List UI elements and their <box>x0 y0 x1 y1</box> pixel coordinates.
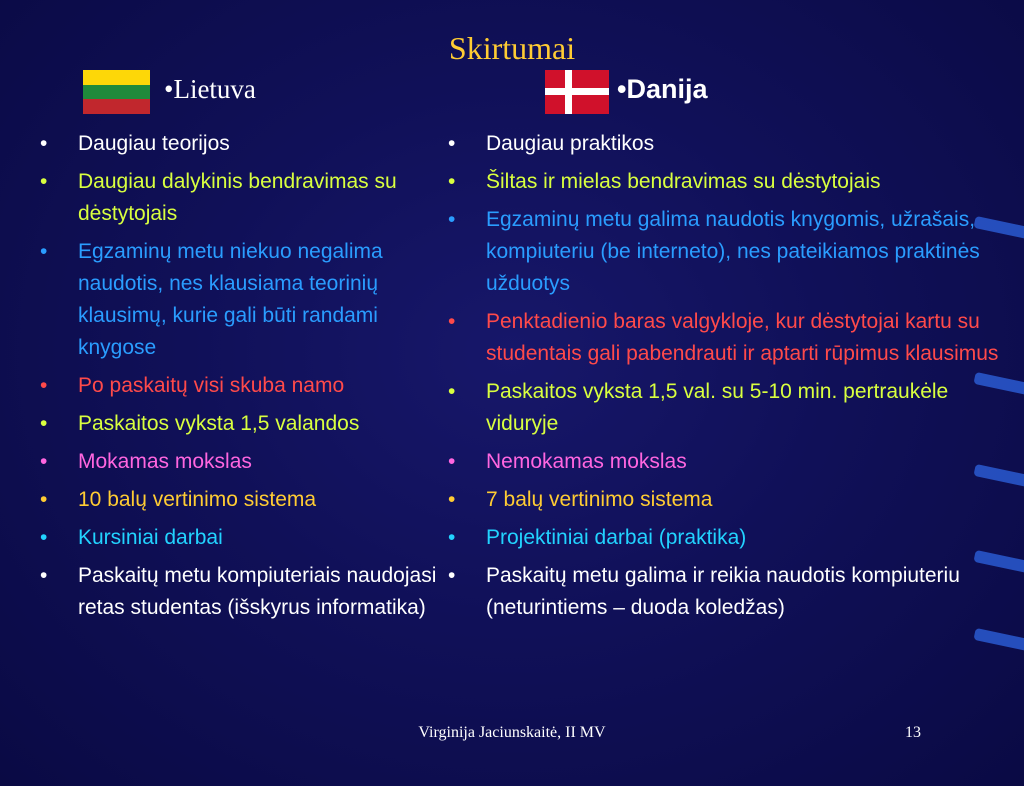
list-item <box>448 560 1008 624</box>
flag-cross-horizontal <box>545 88 609 95</box>
bullet-icon: • <box>448 208 456 231</box>
decor-stripe <box>973 628 1024 652</box>
list-item <box>40 128 440 160</box>
list-item <box>40 446 440 478</box>
list-item <box>448 204 1008 300</box>
bullet-icon: • <box>448 450 456 473</box>
list-item <box>448 376 1008 440</box>
list-item-text: Mokamas mokslas <box>78 450 252 473</box>
list-item <box>40 408 440 440</box>
list-item-text: Šiltas ir mielas bendravimas su dėstytojais <box>486 170 881 193</box>
bullet-icon: • <box>448 526 456 549</box>
list-item <box>40 370 440 402</box>
flag-stripe-green <box>83 85 150 100</box>
list-item <box>40 484 440 516</box>
bullet-icon: • <box>40 526 48 549</box>
list-item <box>40 166 440 230</box>
bullet-icon: • <box>40 170 48 193</box>
list-item <box>40 560 440 624</box>
lithuania-flag-icon <box>83 70 150 114</box>
bullet-icon: • <box>448 380 456 403</box>
bullet-icon: • <box>40 450 48 473</box>
list-item-text: Paskaitos vyksta 1,5 val. su 5-10 min. pertraukėle viduryje <box>486 380 949 435</box>
bullet-icon: • <box>40 240 48 263</box>
bullet-icon: • <box>40 564 48 587</box>
list-item <box>448 484 1008 516</box>
danija-list <box>448 128 1008 630</box>
list-item <box>448 446 1008 478</box>
heading-danija: •Danija <box>617 74 708 104</box>
list-item <box>40 236 440 364</box>
list-item-text: Nemokamas mokslas <box>486 450 687 473</box>
bullet-icon: • <box>40 132 48 155</box>
heading-lietuva: •Lietuva <box>164 74 256 104</box>
bullet-icon: • <box>448 488 456 511</box>
list-item-text: Projektiniai darbai (praktika) <box>486 526 747 549</box>
list-item-text: 10 balų vertinimo sistema <box>78 488 317 511</box>
bullet-icon: • <box>448 132 456 155</box>
bullet-icon: • <box>448 170 456 193</box>
denmark-flag-icon <box>545 70 609 114</box>
list-item-text: Po paskaitų visi skuba namo <box>78 374 345 397</box>
lietuva-list <box>40 128 440 630</box>
footer-author: Virginija Jaciunskaitė, II MV <box>418 724 606 741</box>
list-item <box>448 522 1008 554</box>
list-item-text: Kursiniai darbai <box>78 526 223 549</box>
bullet-icon: • <box>40 412 48 435</box>
list-item-text: Paskaitos vyksta 1,5 valandos <box>78 412 360 435</box>
list-item <box>448 166 1008 198</box>
list-item-text: Paskaitų metu galima ir reikia naudotis kompiuteriu (neturintiems – duoda koledžas) <box>486 564 960 619</box>
list-item-text: Daugiau dalykinis bendravimas su dėstytojais <box>78 170 397 225</box>
list-item <box>448 128 1008 160</box>
list-item-text: Daugiau teorijos <box>78 132 230 155</box>
bullet-icon: • <box>448 310 456 333</box>
flag-stripe-red <box>83 99 150 114</box>
page-number: 13 <box>905 724 921 741</box>
list-item-text: Daugiau praktikos <box>486 132 655 155</box>
list-item <box>40 522 440 554</box>
list-item-text: Paskaitų metu kompiuteriais naudojasi retas studentas (išskyrus informatika) <box>78 564 437 619</box>
list-item-text: 7 balų vertinimo sistema <box>486 488 713 511</box>
list-item-text: Egzaminų metu galima naudotis knygomis, užrašais, kompiuteriu (be interneto), nes pateikiamos praktinės užduotys <box>486 208 980 295</box>
bullet-icon: • <box>448 564 456 587</box>
flag-stripe-yellow <box>83 70 150 85</box>
slide-title: Skirtumai <box>448 30 576 66</box>
list-item <box>448 306 1008 370</box>
list-item-text: Egzaminų metu niekuo negalima naudotis, nes klausiama teorinių klausimų, kurie gali būti randami knygose <box>78 240 383 359</box>
bullet-icon: • <box>40 488 48 511</box>
bullet-icon: • <box>40 374 48 397</box>
list-item-text: Penktadienio baras valgykloje, kur dėstytojai kartu su studentais gali pabendrauti ir aptarti rūpimus klausimus <box>486 310 999 365</box>
